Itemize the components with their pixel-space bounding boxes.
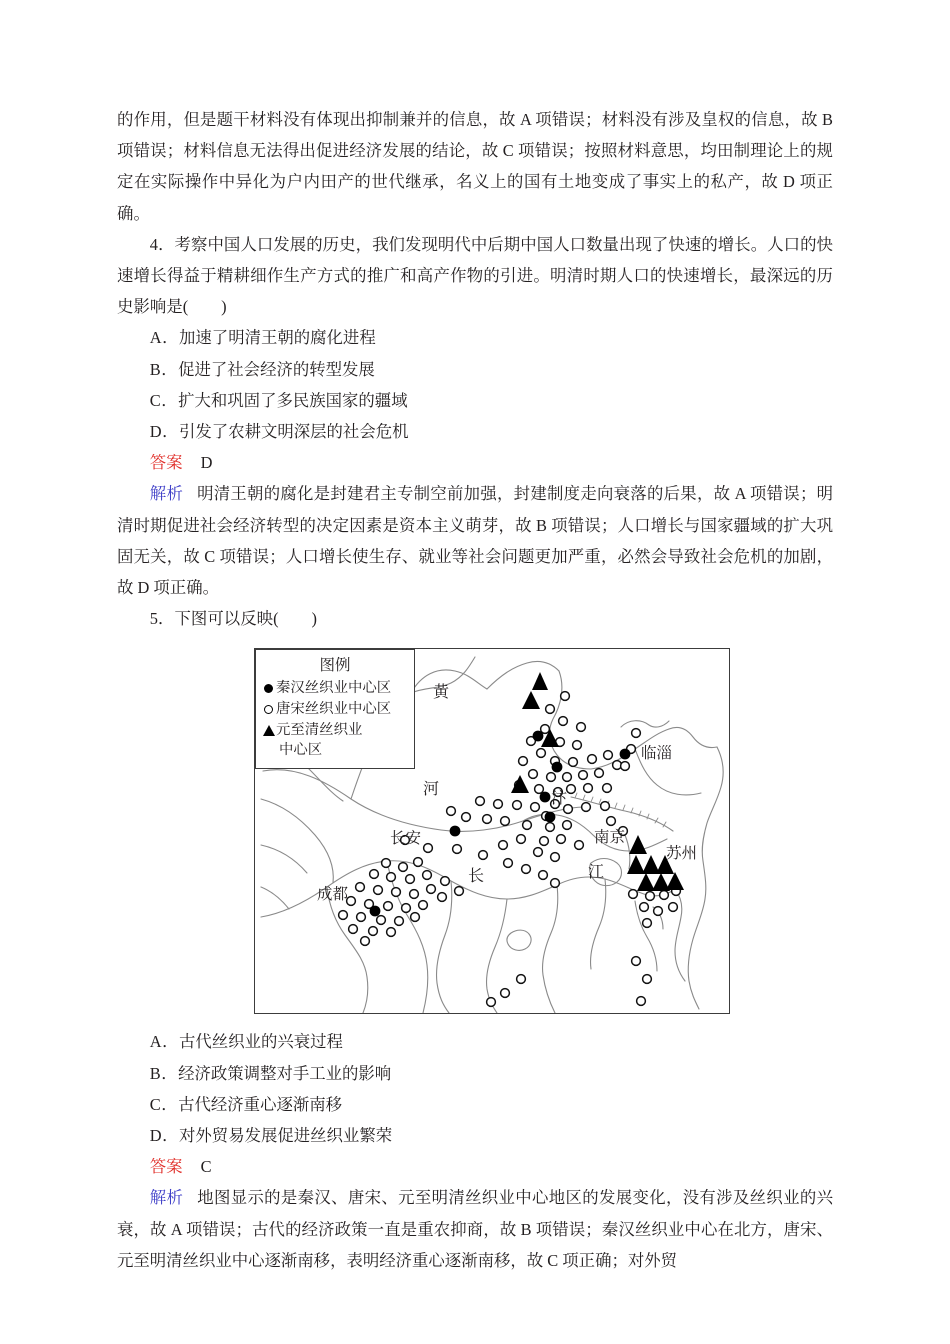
- answer-value: C: [200, 1157, 212, 1177]
- answer-tag: 答案: [149, 1157, 183, 1177]
- question-5-option-b[interactable]: [117, 1058, 833, 1089]
- option-text: 古代经济重心逐渐南移: [178, 1094, 343, 1114]
- question-4-option-c[interactable]: [117, 385, 833, 416]
- question-5-stem: 5．下图可以反映( ): [149, 609, 318, 629]
- legend-item-label-wrap: [276, 720, 362, 760]
- map-legend: [255, 649, 415, 769]
- answer-value: D: [200, 453, 213, 473]
- question-4-option-b[interactable]: [117, 354, 833, 385]
- analysis-tag: 解析: [149, 484, 184, 504]
- option-text: 促进了社会经济的转型发展: [178, 359, 375, 379]
- legend-title: 图例: [319, 657, 351, 675]
- hollow-circle-icon: [261, 699, 276, 720]
- map-label-he: 河: [423, 781, 440, 799]
- legend-item-label: 秦汉丝织业中心区: [276, 680, 392, 697]
- option-text: 加速了明清王朝的腐化进程: [179, 328, 376, 348]
- analysis-tag: 解析: [149, 1188, 184, 1208]
- option-text: 扩大和巩固了多民族国家的疆域: [178, 390, 408, 410]
- map-label-changan: 长安: [390, 830, 422, 848]
- question-4-stem: 4．考察中国人口发展的历史，我们发现明代中后期中国人口数量出现了快速的增长。人口的快速增长得益于精耕细作生产方式的推广和高产作物的引进。明清时期人口的快速增长，最深远的历史影响是( ): [117, 234, 833, 317]
- option-text: 引发了农耕文明深层的社会危机: [179, 422, 409, 442]
- legend-item-label: 元至清丝织业: [276, 722, 363, 739]
- page-content: [117, 104, 833, 1276]
- filled-circle-icon: [261, 678, 276, 699]
- option-text: 对外贸易发展促进丝织业繁荣: [179, 1126, 393, 1146]
- question-4-option-a[interactable]: [117, 322, 833, 353]
- question-4-option-d[interactable]: [117, 416, 833, 447]
- option-label: D．: [149, 422, 180, 442]
- legend-item-tangsong: [256, 699, 414, 720]
- continued-paragraph: 的作用，但是题干材料没有体现出抑制兼并的信息，故 A 项错误；材料没有涉及皇权的信息，故 B 项错误；材料信息无法得出促进经济发展的结论，故 C 项错误；按照材料意思，均田制理论上的规定在实际操作中异化为户内田产的世代继承，名义上的国有土地变成了事实上的私产，故 D 项正确。: [117, 110, 833, 223]
- answer-tag: 答案: [149, 453, 183, 473]
- option-text: 经济政策调整对手工业的影响: [178, 1063, 392, 1083]
- map-label-nanjing: 南京: [594, 829, 626, 847]
- map-label-chengdu: 成都: [317, 886, 349, 904]
- legend-item-yuanqing: [256, 720, 414, 760]
- map-label-bian: 汴: [551, 790, 568, 808]
- question-4-answer-line: [117, 447, 833, 478]
- option-label: A．: [149, 1032, 180, 1052]
- map-label-jiang: 江: [588, 864, 605, 882]
- question-4-analysis: [117, 478, 833, 603]
- question-5-option-d[interactable]: [117, 1120, 833, 1151]
- option-label: C．: [149, 390, 179, 410]
- question-5-option-c[interactable]: [117, 1089, 833, 1120]
- map-label-huang: 黄: [433, 684, 450, 702]
- question-5-analysis: [117, 1182, 833, 1276]
- option-label: D．: [149, 1126, 180, 1146]
- map-label-linzi: 临淄: [641, 745, 673, 763]
- option-label: A．: [149, 328, 180, 348]
- legend-item-qinhan: [256, 678, 414, 699]
- option-text: 古代丝织业的兴衰过程: [179, 1032, 343, 1052]
- triangle-icon: [261, 720, 276, 741]
- question-5-figure: [117, 634, 833, 1026]
- question-5-answer-line: [117, 1151, 833, 1182]
- option-label: B．: [149, 1063, 179, 1083]
- legend-item-label: 唐宋丝织业中心区: [276, 701, 392, 718]
- analysis-text: 明清王朝的腐化是封建君主专制空前加强，封建制度走向衰落的后果，故 A 项错误；明清时期促进社会经济转型的决定因素是资本主义萌芽，故 B 项错误；人口增长与国家疆域的扩大巩固无关，故 C 项错误；人口增长使生存、就业等社会问题更加严重，必然会导致社会危机的加剧，故 D 项正确。: [117, 484, 834, 598]
- option-label: B．: [149, 359, 179, 379]
- legend-item-label-line2: 中心区: [279, 742, 323, 759]
- option-label: C．: [149, 1094, 179, 1114]
- map-label-suzhou: 苏州: [666, 845, 698, 863]
- map-frame: [254, 648, 730, 1014]
- question-5-option-a[interactable]: [117, 1026, 833, 1057]
- map-label-chang: 长: [468, 868, 485, 886]
- analysis-text: 地图显示的是秦汉、唐宋、元至明清丝织业中心地区的发展变化，没有涉及丝织业的兴衰，故 A 项错误；古代的经济政策一直是重农抑商，故 B 项错误；秦汉丝织业中心在北方，唐宋、元至明清丝织业中心逐渐南移，表明经济重心逐渐南移，故 C 项正确；对外贸: [117, 1188, 834, 1270]
